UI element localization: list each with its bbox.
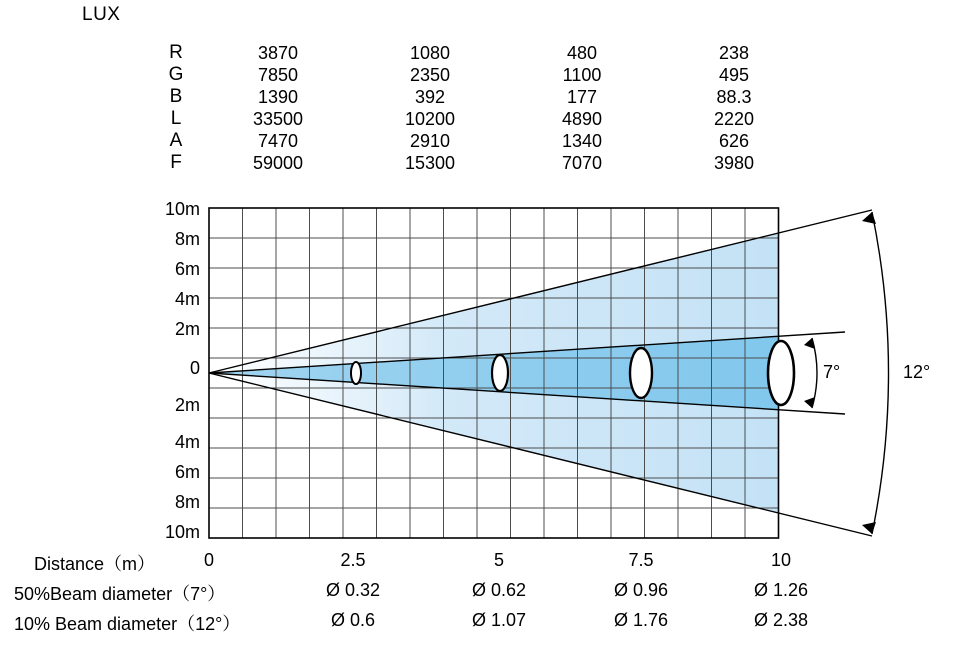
- distance-value: 2.5: [340, 550, 366, 570]
- row-label-b: B: [169, 86, 183, 107]
- y-tick-label: 8m: [174, 492, 200, 512]
- distance-value: 7.5: [628, 550, 654, 570]
- bottom-data-table: [0, 548, 953, 638]
- beam-diameter-value: Ø 1.07: [471, 610, 527, 630]
- beam-diameter-value: Ø 0.96: [613, 580, 669, 600]
- beam-diameter-10-row: [0, 608, 953, 638]
- row-label-f: F: [170, 152, 182, 173]
- lux-cell: 7070: [561, 152, 603, 173]
- lux-cell: 480: [566, 42, 598, 63]
- distance-value: 5: [493, 550, 504, 570]
- lux-cell: 7850: [257, 64, 299, 85]
- distance-value: 0: [203, 550, 214, 570]
- row-label-a: A: [169, 130, 183, 151]
- lux-cell: 2350: [409, 64, 451, 85]
- lux-cell: 626: [718, 130, 750, 151]
- lux-cell: 10200: [404, 108, 456, 129]
- arrow-head: [804, 338, 815, 349]
- row-label-r: R: [169, 42, 183, 63]
- distance-value: 10: [770, 550, 792, 570]
- page-title: LUX: [82, 4, 121, 25]
- beam-diameter-value: Ø 0.62: [471, 580, 527, 600]
- lux-cell: 15300: [404, 152, 456, 173]
- lux-cell: 238: [718, 42, 750, 63]
- lux-cell: 3980: [713, 152, 755, 173]
- lux-cell: 33500: [252, 108, 304, 129]
- row-label-50-beam: 50%Beam diameter（7°）: [14, 584, 226, 604]
- row-label-l: L: [170, 108, 182, 129]
- lux-cell: 1390: [257, 86, 299, 107]
- lux-cell: 59000: [252, 152, 304, 173]
- beam-diameter-value: Ø 0.32: [325, 580, 381, 600]
- beam-diameter-value: Ø 1.26: [753, 580, 809, 600]
- beam-spot-ellipse: [768, 341, 794, 405]
- lux-cell: 2220: [713, 108, 755, 129]
- lux-cell: 392: [414, 86, 446, 107]
- beam-spot-ellipse: [492, 355, 508, 391]
- beam-diameter-50-row: [0, 578, 953, 608]
- row-label-10-beam: 10% Beam diameter（12°）: [14, 614, 241, 634]
- beam-diameter-value: Ø 0.6: [330, 610, 376, 630]
- y-tick-label: 4m: [174, 289, 200, 309]
- lux-cell: 4890: [561, 108, 603, 129]
- row-label-distance: Distance（m）: [34, 554, 156, 574]
- lux-cell: 1100: [562, 64, 602, 85]
- lux-cell: 495: [718, 64, 750, 85]
- y-tick-label: 6m: [174, 259, 200, 279]
- row-label-g: G: [168, 64, 184, 85]
- lux-cell: 88.3: [716, 86, 752, 107]
- arrow-head: [804, 397, 815, 408]
- beam-diameter-value: Ø 1.76: [613, 610, 669, 630]
- inner-angle-label: 7°: [823, 362, 841, 382]
- lux-cell: 3870: [257, 42, 299, 63]
- y-tick-label: 8m: [174, 229, 200, 249]
- y-tick-label: 4m: [174, 432, 200, 452]
- y-tick-label: 10m: [164, 199, 200, 219]
- lux-cell: 177: [566, 86, 598, 107]
- y-tick-label: 2m: [174, 395, 200, 415]
- arrow-head: [862, 522, 876, 534]
- beam-spot-ellipse: [351, 362, 361, 384]
- lux-cell: 1080: [409, 42, 451, 63]
- lux-cell: 2910: [409, 130, 451, 151]
- y-tick-label: 6m: [174, 462, 200, 482]
- distance-row: [0, 548, 953, 578]
- y-tick-label-zero: 0: [189, 358, 200, 378]
- outer-angle-label: 12°: [903, 362, 931, 382]
- outer-angle-arc: [872, 212, 889, 534]
- lux-cell: 7470: [257, 130, 299, 151]
- lux-cell: 1340: [561, 130, 603, 151]
- arrow-head: [862, 212, 876, 224]
- beam-spot-ellipse: [630, 348, 652, 398]
- beam-diameter-value: Ø 2.38: [753, 610, 809, 630]
- y-tick-label: 2m: [174, 319, 200, 339]
- y-tick-label: 10m: [164, 522, 200, 542]
